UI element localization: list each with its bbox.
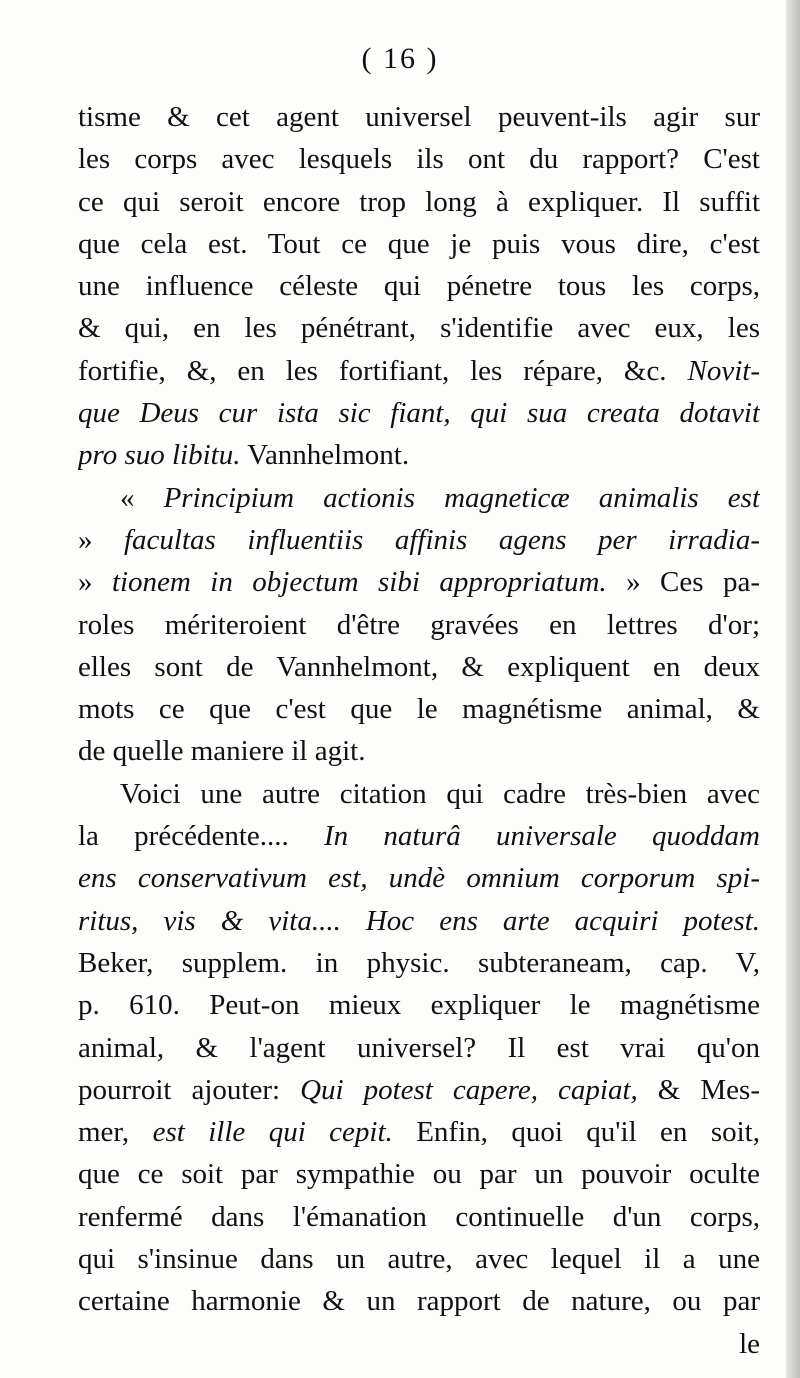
text-segment: ce qui seroit encore trop long à expliquer. Il suffit — [78, 185, 760, 218]
text-segment: mer, — [78, 1116, 153, 1149]
text-segment: tisme & cet agent universel peuvent-ils agir sur — [78, 101, 760, 133]
text-segment: une influence céleste qui pénetre tous les corps, — [78, 270, 760, 303]
text-segment: Voici une autre citation qui cadre très-bien avec — [120, 777, 760, 810]
text-segment: pourroit ajouter: — [78, 1073, 301, 1106]
italic-text: tionem in objectum sibi appropriatum. — [111, 566, 607, 599]
text-segment: le — [739, 1327, 760, 1360]
text-line — [78, 561, 760, 603]
italic-text: que Deus cur ista sic fiant, qui sua creata dotavit — [78, 397, 760, 430]
text-line — [78, 434, 760, 476]
text-line — [78, 688, 760, 730]
text-segment: p. 610. Peut-on mieux expliquer le magnétisme — [78, 989, 760, 1022]
text-segment: & qui, en les pénétrant, s'identifie avec eux, les — [78, 312, 760, 345]
page-number: ( 16 ) — [361, 42, 439, 75]
text-segment: roles mériteroient d'être gravées en lettres d'or; — [78, 608, 760, 641]
text-line — [78, 1027, 760, 1069]
text-line — [78, 773, 760, 815]
text-segment: » — [78, 523, 124, 556]
italic-text: In naturâ universale quoddam — [324, 820, 760, 853]
text-line — [78, 604, 760, 646]
text-segment: mots ce que c'est que le magnétisme animal, & — [78, 693, 760, 726]
text-line — [78, 646, 760, 688]
text-line — [78, 1069, 760, 1111]
text-line — [78, 96, 760, 138]
text-line — [78, 730, 760, 772]
text-line — [78, 181, 760, 223]
italic-text: ens conservativum est, undè omnium corporum spi- — [78, 862, 760, 895]
text-line — [78, 392, 760, 434]
text-line — [78, 984, 760, 1026]
text-segment: qui s'insinue dans un autre, avec lequel il a une — [78, 1243, 760, 1276]
text-line — [78, 1280, 760, 1322]
text-segment: » — [78, 566, 112, 599]
text-line — [78, 138, 760, 180]
text-line — [78, 1153, 760, 1195]
body-text — [78, 96, 760, 1365]
text-segment: fortifie, &, en les fortifiant, les répare, &c. — [78, 354, 688, 387]
text-line — [78, 1196, 760, 1238]
text-segment: » Ces pa- — [606, 566, 760, 599]
text-segment: que ce soit par sympathie ou par un pouvoir oculte — [78, 1158, 760, 1191]
text-segment: « — [120, 481, 164, 514]
text-segment: de quelle maniere il agit. — [78, 735, 366, 768]
page-edge — [786, 0, 800, 1378]
text-segment: les corps avec lesquels ils ont du rapport? C'est — [78, 143, 760, 176]
italic-text: est ille qui cepit. — [152, 1116, 393, 1149]
text-line — [78, 857, 760, 899]
text-line — [78, 1323, 760, 1365]
italic-text: Qui potest capere, capiat, — [300, 1073, 638, 1106]
text-segment: Beker, supplem. in physic. subteraneam, cap. V, — [78, 946, 760, 979]
italic-text: Novit- — [687, 354, 760, 387]
text-line — [78, 477, 760, 519]
text-segment: & Mes- — [637, 1073, 760, 1106]
text-line — [78, 1238, 760, 1280]
text-line — [78, 900, 760, 942]
text-segment: elles sont de Vannhelmont, & expliquent en deux — [78, 650, 760, 683]
text-line — [78, 942, 760, 984]
text-line — [78, 519, 760, 561]
text-segment: Enfin, quoi qu'il en soit, — [392, 1116, 760, 1149]
text-line — [78, 223, 760, 265]
text-segment: animal, & l'agent universel? Il est vrai qu'on — [78, 1031, 760, 1064]
text-segment: Vannhelmont. — [240, 439, 410, 472]
italic-text: pro suo libitu. — [78, 439, 241, 472]
text-line — [78, 1111, 760, 1153]
text-line — [78, 307, 760, 349]
text-segment: renfermé dans l'émanation continuelle d'un corps, — [78, 1200, 760, 1233]
text-segment: certaine harmonie & un rapport de nature, ou par — [78, 1285, 760, 1318]
text-line — [78, 265, 760, 307]
text-line — [78, 350, 760, 392]
text-segment: la précédente.... — [78, 820, 324, 853]
text-line — [78, 815, 760, 857]
text-segment: que cela est. Tout ce que je puis vous dire, c'est — [78, 227, 760, 260]
italic-text: ritus, vis & vita.... Hoc ens arte acquiri potest. — [78, 904, 760, 937]
italic-text: facultas influentiis affinis agens per irradia- — [124, 523, 760, 556]
italic-text: Principium actionis magneticæ animalis est — [163, 481, 760, 514]
